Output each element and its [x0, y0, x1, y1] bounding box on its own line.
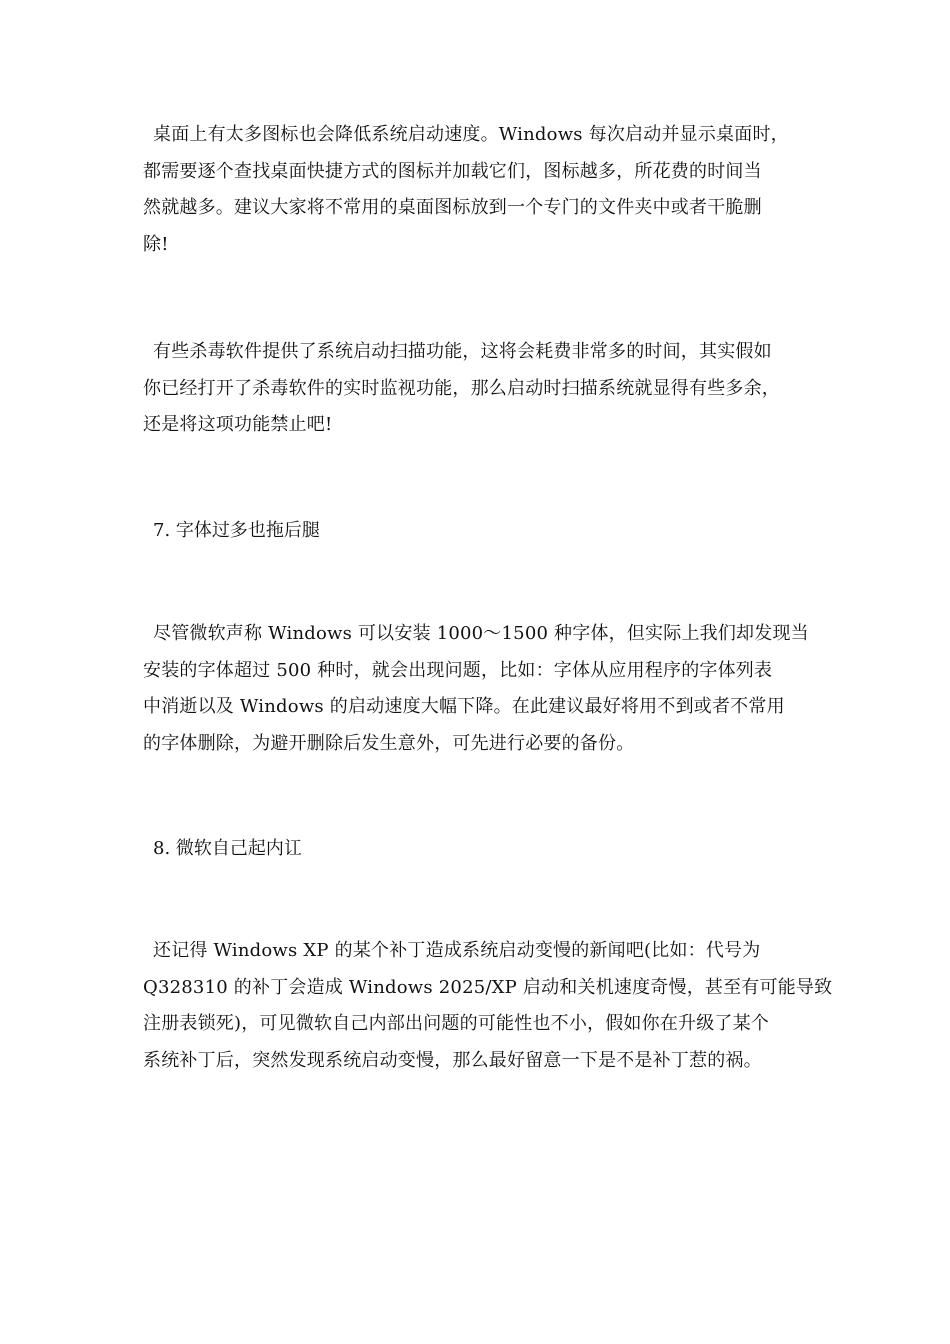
paragraph-line: 的字体删除，为避开删除后发生意外，可先进行必要的备份。 — [143, 732, 635, 754]
paragraph-line: 系统补丁后，突然发现系统启动变慢，那么最好留意一下是不是补丁惹的祸。 — [143, 1049, 762, 1071]
paragraph-antivirus-scan — [143, 334, 823, 444]
paragraph-line: 中消逝以及 Windows 的启动速度大幅下降。在此建议最好将用不到或者不常用 — [143, 696, 785, 717]
paragraph-line: 除! — [143, 233, 169, 255]
section-heading-8: 8. 微软自己起内讧 — [153, 838, 302, 859]
paragraph-line: 尽管微软声称 Windows 可以安装 1000～1500 种字体，但实际上我们却发现当 — [153, 623, 809, 644]
section-heading-7: 7. 字体过多也拖后腿 — [153, 520, 320, 541]
paragraph-too-many-fonts — [143, 616, 823, 762]
paragraph-line: 注册表锁死)，可见微软自己内部出问题的可能性也不小，假如你在升级了某个 — [143, 1013, 770, 1034]
paragraph-line: 都需要逐个查找桌面快捷方式的图标并加载它们，图标越多，所花费的时间当 — [143, 160, 762, 182]
paragraph-patch-issue — [143, 933, 833, 1079]
paragraph-line: Q328310 的补丁会造成 Windows 2025/XP 启动和关机速度奇慢，甚至有可能导致 — [143, 976, 833, 998]
paragraph-line: 有些杀毒软件提供了系统启动扫描功能，这将会耗费非常多的时间，其实假如 — [153, 341, 772, 362]
paragraph-line: 还是将这项功能禁止吧! — [143, 414, 333, 435]
paragraph-line: 你已经打开了杀毒软件的实时监视功能，那么启动时扫描系统就显得有些多余， — [143, 377, 780, 399]
paragraph-line: 安装的字体超过 500 种时，就会出现问题，比如：字体从应用程序的字体列表 — [143, 659, 773, 681]
paragraph-desktop-icons — [143, 117, 823, 263]
paragraph-line: 然就越多。建议大家将不常用的桌面图标放到一个专门的文件夹中或者干脆删 — [143, 197, 762, 218]
paragraph-line: 还记得 Windows XP 的某个补丁造成系统启动变慢的新闻吧(比如：代号为 — [153, 940, 761, 961]
paragraph-line: 桌面上有太多图标也会降低系统启动速度。Windows 每次启动并显示桌面时， — [153, 124, 789, 145]
